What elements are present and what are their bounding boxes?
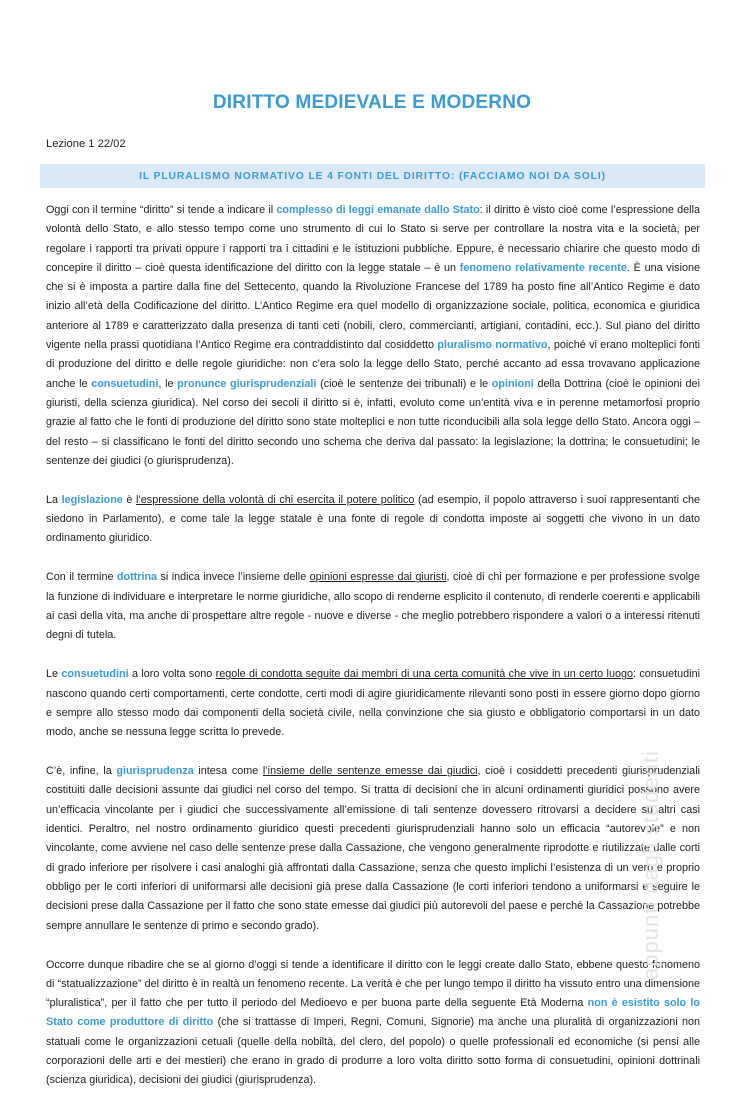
paragraph-text: Occorre dunque ribadire che se al giorno d’oggi si tende a identificare il diritto con le leggi create dallo Stato, ebbene questo fenomeno di “statualizzazione” del diritto è in realtà un fenomeno recente. La verità è che per lungo tempo il diritto ha vissuto entro una dimensione “pluralistica”, per il fatto che per tutto il periodo del Medioevo e per buona parte della seguente Età Moderna bbox=[46, 958, 700, 1010]
paragraph-text: a loro volta sono bbox=[128, 668, 216, 681]
body-paragraph bbox=[46, 956, 700, 1091]
highlighted-term: consuetudini bbox=[91, 377, 159, 390]
highlighted-term: giurisprudenza bbox=[116, 765, 194, 778]
highlighted-term: pluralismo normativo bbox=[437, 339, 548, 352]
lesson-date: Lezione 1 22/02 bbox=[46, 138, 126, 150]
paragraph-text: (cioè le sentenze dei tribunali) e le bbox=[316, 377, 492, 390]
paragraph-text: , le bbox=[158, 377, 178, 390]
underlined-definition: l’insieme delle sentenze emesse dai giudici bbox=[262, 765, 478, 778]
paragraph-text: . È una visione che si è imposta a partire dalla fine del Settecento, quando la Rivoluzione Francese del 1789 ha posto fine all’Antico Regime e dato inizio all’età della Codificazione del diritto. L’Antico Regime era quel modello di organizzazione sociale, politica, economica e giuridica anteriore al 1789 e caratterizzato dalla presenza di tanti ceti (nobili, clero, commercianti, artigiani, contadini, ecc.). Sul piano del diritto vigente nella prassi quotidiana l’Antico Regime era contraddistinto dal cosiddetto bbox=[46, 261, 700, 352]
paragraph-text: (che si trattasse di Imperi, Regni, Comuni, Signorie) ma anche una pluralità di organizzazioni non statuali come le organizzazioni cetuali (quelle della nobiltà, del clero, del popolo) o quelle professionali ed economiche (si pensi alle corporazioni delle arti e dei mestieri) che erano in grado di produrre a loro volta diritto sotto forma di consuetudini, opinioni dottrinali (scienza giuridica), decisioni dei giudici (giurisprudenza). bbox=[46, 1016, 701, 1087]
underlined-definition: l’espressione della volontà di chi esercita il potere politico bbox=[136, 493, 415, 506]
body-paragraph bbox=[46, 568, 700, 645]
body-paragraph bbox=[46, 491, 700, 549]
body-paragraph bbox=[46, 201, 700, 471]
highlighted-term: complesso di leggi emanate dallo Stato bbox=[276, 204, 480, 216]
paragraph-text: , cioè di chi per formazione e per professione svolge la funzione di individuare e interpretare le norme giuridiche, allo scopo di renderne esplicito il contenuto, di renderle coerenti e applicabili ai casi della vita, ma anche di prospettare altre regole - nuove e diverse - che meglio potrebbero rispondere a valori o a interessi ritenuti degni di tutela. bbox=[46, 571, 700, 642]
document-body bbox=[46, 201, 700, 1110]
section-heading-banner bbox=[40, 164, 705, 188]
body-paragraph bbox=[46, 665, 700, 742]
highlighted-term: fenomeno relativamente recente bbox=[459, 261, 627, 274]
paragraph-text: Le bbox=[46, 668, 62, 681]
highlighted-term: legislazione bbox=[61, 493, 123, 506]
underlined-definition: regole di condotta seguite dai membri di una certa comunità che vive in un certo luogo bbox=[215, 668, 633, 681]
paragraph-text: si indica invece l’insieme delle bbox=[157, 571, 310, 584]
highlighted-term: pronunce giurisprudenziali bbox=[177, 377, 317, 390]
paragraph-text: della Dottrina (cioè le opinioni dei giuristi, della scienza giuridica). Nel corso dei secoli il diritto si è, infatti, evoluto come un’entità viva e in perenne metamorfosi proprio grazie al fatto che le fonti di produzione del diritto sono state molteplici e non tutte riconducibili alla sola legge dello Stato. Ancora oggi – del resto – si classificano le fonti del diritto secondo uno schema che deriva dal passato: la legislazione; la dottrina; le consuetudini; le sentenze dei giudici (o giurisprudenza). bbox=[46, 377, 700, 467]
highlighted-term: dottrina bbox=[116, 571, 158, 584]
highlighted-term: opinioni bbox=[491, 377, 534, 390]
paragraph-text: intesa come bbox=[193, 765, 263, 778]
section-heading: IL PLURALISMO NORMATIVO LE 4 FONTI DEL DIRITTO: (FACCIAMO NOI DA SOLI) bbox=[139, 170, 606, 182]
paragraph-text: C’è, infine, la bbox=[46, 765, 117, 778]
highlighted-term: consuetudini bbox=[61, 668, 129, 681]
paragraph-text: , cioè i cosiddetti precedenti giurisprudenziali costituiti dalle decisioni assunte dai giudici nel corso del tempo. Si tratta di decisioni che in alcuni ordinamenti giuridici possono avere un’efficacia vincolante per i giudici che successivamente all’emissione di tali sentenze dovessero ritrovarsi a decidere su altri casi identici. Peraltro, nel nostro ordinamento giuridico questi precedenti giurisprudenziali hanno solo un efficacia “autorevole” e non vincolante, come avviene nel caso delle sentenze prese dalla Cassazione, che vengono generalmente riprodotte e riutilizzate dalle corti di grado inferiore per risolvere i casi analoghi già affrontati dalla Cassazione, senza che questo implichi l’esistenza di un vero e proprio obbligo per le corti inferiori di uniformarsi alle decisioni già prese dalla Cassazione (le corti inferiori tendono a uniformarsi e seguire le decisioni prese dalla Cassazione per il fatto che sono state emesse dai giudici più autorevoli del paese e perché la Cassazione potrebbe sempre annullare le sentenze di primo e secondo grado). bbox=[46, 765, 700, 932]
paragraph-text: Oggi con il termine “diritto” si tende a indicare il bbox=[46, 204, 277, 216]
paragraph-text: (ad esempio, il popolo attraverso i suoi rappresentanti che siedono in Parlamento), e come tale la legge statale è una fonte di regole di condotta imposte ai soggetti che vivono in un dato ordinamento giuridico. bbox=[46, 493, 700, 545]
underlined-definition: opinioni espresse dai giuristi bbox=[309, 571, 447, 584]
paragraph-text: , poiché vi erano molteplici fonti di produzione del diritto e delle regole giuridiche: non c’era solo la legge dello Stato, perché accanto ad essa trovavano applicazione anche le bbox=[46, 339, 700, 390]
document-title: DIRITTO MEDIEVALE E MODERNO bbox=[212, 92, 532, 113]
paragraph-text: La bbox=[46, 493, 62, 506]
paragraph-text: è bbox=[122, 493, 136, 506]
body-paragraph bbox=[46, 762, 700, 936]
paragraph-text: : consuetudini nascono quando certi comportamenti, certe condotte, certi modi di agire giuridicamente rilevanti sono posti in essere giorno dopo giorno e sempre allo stesso modo dai componenti della società civile, nella convinzione che sia giusto e obbligatorio comportarsi in un dato modo, anche se nessuna legge scritta lo prevede. bbox=[46, 668, 700, 739]
paragraph-text: Con il termine bbox=[46, 571, 117, 584]
watermark: appunti dagli studenti bbox=[638, 750, 663, 980]
paragraph-text: : il diritto è visto cioè come l’espressione della volontà dello Stato, e allo stesso tempo come uno strumento di cui lo Stato si serve per controllare la nostra vita e la società, per regolare i rapporti tra privati oppure i rapporti tra i cittadini e le istituzioni pubbliche. Eppure, è necessario chiarire che questo modo di concepire il diritto – cioè questa identificazione del diritto con la legge statale – è un bbox=[46, 204, 700, 274]
highlighted-term: non è esistito solo lo Stato come produttore di diritto bbox=[46, 997, 700, 1029]
